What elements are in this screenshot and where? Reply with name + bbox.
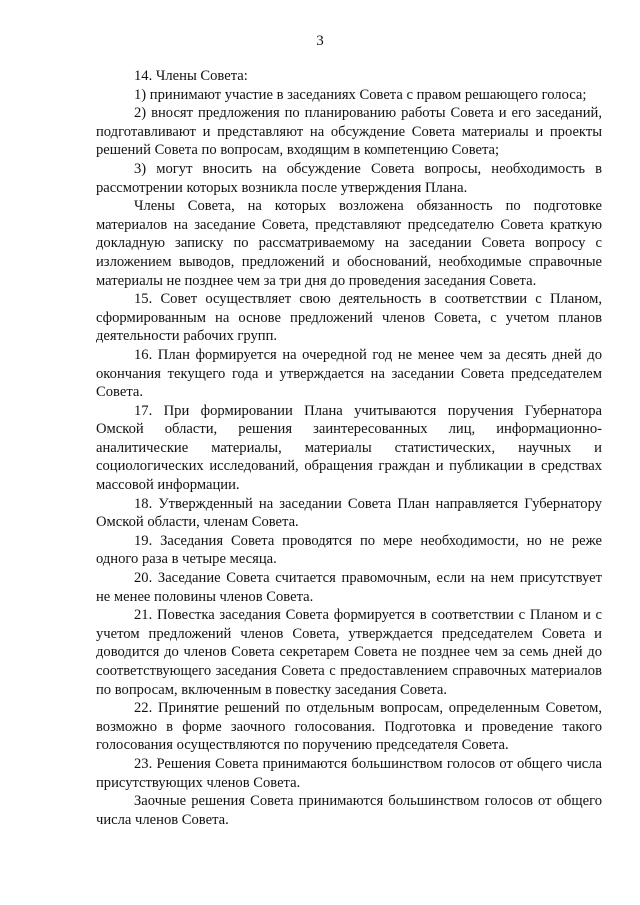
paragraph-item-14: 14. Члены Совета:: [134, 68, 248, 84]
paragraph-council-members: Члены Совета, на которых возложена обязанность по подготовке материалов на заседание Совета, представляют председателю Совета краткую докладную записку по рассматриваемому на заседании Совета вопросу с изложением выводов, предложений и обоснований, необходимые справочные материалы не позднее чем за три дня до проведения заседания Совета.: [96, 198, 602, 289]
document-body: [96, 67, 602, 829]
paragraph-absentee-decisions: Заочные решения Совета принимаются большинством голосов от общего числа членов Совета.: [96, 793, 602, 828]
paragraph-item-15: 15. Совет осуществляет свою деятельность в соответствии с Планом, сформированным на основе предложений членов Совета, с учетом планов деятельности рабочих групп.: [96, 291, 602, 345]
paragraph-item-18: 18. Утвержденный на заседании Совета План направляется Губернатору Омской области, членам Совета.: [96, 495, 602, 531]
paragraph-item-23: 23. Решения Совета принимаются большинством голосов от общего числа присутствующих членов Совета.: [96, 755, 602, 791]
paragraph-subitem-2: 2) вносят предложения по планированию работы Совета и его заседаний, подготавливают и представляют на обсуждение Совета материалы и проекты решений Совета по вопросам, входящим в компетенцию Совета;: [96, 105, 602, 159]
paragraph-item-17: 17. При формировании Плана учитываются поручения Губернатора Омской области, решения заинтересованных лиц, информационно-аналитические материалы, материалы статистических, научных и социологических исследований, обращения граждан и публикации в средствах массовой информации.: [96, 402, 602, 494]
paragraph-subitem-3: 3) могут вносить на обсуждение Совета вопросы, необходимость в рассмотрении которых возникла после утверждения Плана.: [96, 160, 602, 196]
paragraph-item-20: 20. Заседание Совета считается правомочным, если на нем присутствует не менее половины членов Совета.: [96, 570, 602, 605]
paragraph-item-16: 16. План формируется на очередной год не менее чем за десять дней до окончания текущего года и утверждается на заседании Совета председателем Совета.: [96, 346, 602, 401]
paragraph-item-19: 19. Заседания Совета проводятся по мере необходимости, но не реже одного раза в четыре месяца.: [96, 532, 602, 568]
paragraph-item-21: 21. Повестка заседания Совета формируется в соответствии с Планом и с учетом предложений членов Совета, утверждается председателем Совета и доводится до членов Совета секретарем Совета не позднее чем за семь дней до соответствующего заседания Совета с предоставлением справочных материалов по вопросам, включенным в повестку заседания Совета.: [96, 607, 602, 698]
page-number: 3: [316, 33, 324, 49]
paragraph-subitem-1: 1) принимают участие в заседаниях Совета с правом решающего голоса;: [134, 86, 587, 103]
paragraph-item-22: 22. Принятие решений по отдельным вопросам, определенным Советом, возможно в форме заочного голосования. Подготовка и проведение такого голосования осуществляются по поручению председателя Совета.: [96, 700, 602, 754]
